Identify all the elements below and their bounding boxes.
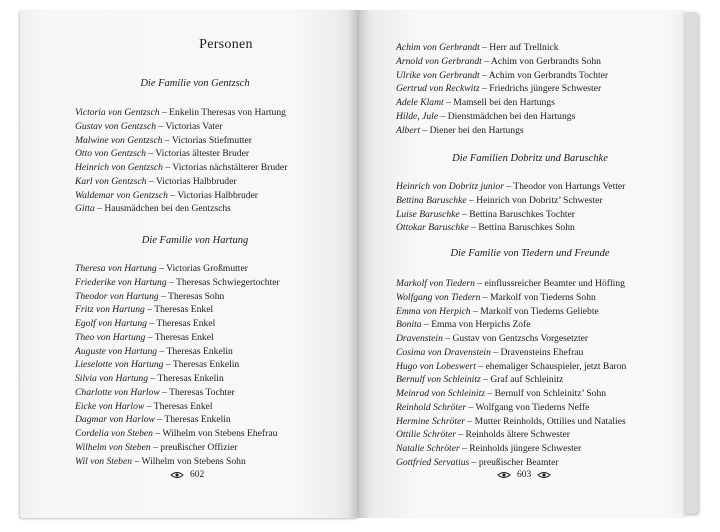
separator-dash: –: [159, 107, 170, 118]
character-description: Wilhelm von Stebens Ehefrau: [162, 428, 278, 439]
separator-dash: –: [157, 345, 167, 357]
character-entry: [75, 134, 287, 148]
character-entry: [396, 180, 625, 194]
character-description: Bettina Baruschkes Tochter: [469, 208, 575, 220]
character-description: Mamsell bei den Hartungs: [453, 97, 555, 108]
character-description: ehemaliger Schauspieler, jetzt Baron: [485, 360, 627, 372]
character-description: Gustav von Gentzschs Vorgesetzter: [452, 333, 589, 344]
character-description: Theresas Tochter: [169, 386, 235, 398]
separator-dash: –: [144, 400, 154, 412]
character-name: Heinrich von Dobritz junior: [396, 181, 504, 192]
character-entry: [75, 161, 287, 175]
character-entry: [396, 387, 626, 401]
character-name: Arnold von Gerbrandt: [396, 55, 482, 67]
separator-dash: –: [152, 428, 163, 439]
character-entry: [75, 317, 280, 331]
character-description: Bernulf von Schleinitz’ Sohn: [494, 388, 607, 399]
character-description: Victorias Stiefmutter: [171, 134, 252, 146]
character-description: Herr auf Trellnick: [489, 42, 559, 53]
separator-dash: –: [148, 373, 158, 384]
character-entry: [75, 189, 287, 203]
character-description: einflussreicher Beamter und Höfling: [484, 278, 625, 289]
character-entry: [75, 175, 287, 189]
character-name: Eicke von Harlow: [75, 400, 145, 412]
character-description: Mutter Reinholds, Ottilies und Natalies: [474, 415, 626, 427]
character-entry: [396, 96, 608, 110]
character-entry: [396, 373, 626, 387]
left-page-footer: [170, 470, 204, 480]
character-name: Otto von Gentzsch: [75, 148, 146, 160]
separator-dash: –: [162, 134, 172, 146]
separator-dash: –: [146, 175, 156, 187]
character-description: Victorias ältester Bruder: [155, 148, 250, 160]
character-name: Achim von Gerbrandt: [396, 42, 480, 53]
character-name: Ulrike von Gerbrandt: [396, 69, 480, 81]
character-entry: [396, 41, 608, 55]
character-entry: [396, 194, 625, 208]
character-name: Theresa von Hartung: [75, 263, 157, 274]
character-entry: [396, 428, 626, 442]
separator-dash: –: [481, 55, 491, 67]
character-description: Theresas Enkelin: [166, 345, 233, 357]
character-name: Egolf von Hartung: [75, 318, 147, 329]
character-description: Enkelin Theresas von Hartung: [169, 107, 286, 118]
separator-dash: –: [163, 359, 173, 371]
character-entry: [396, 69, 608, 83]
character-name: Natalie Schröter: [396, 443, 460, 454]
separator-dash: –: [469, 456, 479, 468]
character-name: Bonita: [396, 319, 422, 331]
separator-dash: –: [503, 181, 514, 192]
separator-dash: –: [475, 360, 486, 372]
character-name: Malwine von Gentzsch: [75, 134, 163, 146]
character-name: Dagmar von Harlow: [75, 414, 155, 426]
character-entry: [75, 303, 280, 317]
character-name: Cordelia von Steben: [75, 428, 153, 439]
character-name: Friederike von Hartung: [75, 276, 167, 288]
separator-dash: –: [166, 276, 177, 288]
character-name: Cosima von Dravenstein: [396, 346, 491, 358]
character-name: Markolf von Tiedern: [396, 278, 475, 289]
separator-dash: –: [479, 69, 489, 81]
character-name: Waldemar von Gentzsch: [75, 189, 168, 201]
separator-dash: –: [442, 333, 453, 344]
character-entry: [396, 415, 626, 429]
character-entry: [396, 401, 626, 415]
character-list-continued: [396, 41, 608, 137]
separator-dash: –: [421, 319, 432, 331]
separator-dash: –: [474, 278, 485, 289]
character-entry: [75, 358, 280, 372]
character-entry: [75, 455, 280, 469]
character-name: Meinrad von Schleinitz: [396, 388, 485, 399]
separator-dash: –: [468, 222, 479, 234]
character-name: Silvia von Hartung: [75, 373, 149, 384]
character-description: Theresas Enkel: [153, 400, 213, 412]
separator-dash: –: [485, 388, 495, 399]
character-name: Karl von Gentzsch: [75, 175, 147, 187]
separator-dash: –: [459, 443, 470, 454]
character-description: Theresas Enkelin: [164, 414, 231, 426]
character-description: Hausmädchen bei den Gentzschs: [104, 203, 231, 215]
character-name: Victoria von Gentzsch: [75, 107, 160, 118]
character-name: Theo von Hartung: [75, 331, 146, 343]
separator-dash: –: [145, 331, 155, 343]
section-heading-hartung: Die Familie von Hartung: [141, 235, 249, 246]
separator-dash: –: [146, 318, 157, 329]
character-description: Heinrich von Dobritz’ Schwester: [476, 194, 603, 206]
separator-dash: –: [156, 120, 166, 132]
separator-dash: –: [470, 305, 481, 317]
character-description: Victorias nächstälterer Bruder: [172, 162, 288, 173]
character-description: Wilhelm von Stebens Sohn: [141, 455, 246, 467]
character-description: Friedrichs jüngere Schwester: [489, 83, 602, 95]
character-name: Wilhelm von Steben: [75, 441, 151, 453]
separator-dash: –: [156, 263, 167, 274]
character-entry: [75, 372, 280, 386]
character-entry: [75, 441, 280, 455]
character-name: Hermine Schröter: [396, 415, 466, 427]
character-entry: [396, 318, 626, 332]
character-name: Ottilie Schröter: [396, 429, 456, 441]
section-heading-dobritz-baruschke: Die Familien Dobritz und Baruschke: [452, 153, 608, 164]
separator-dash: –: [479, 42, 490, 53]
character-name: Wil von Steben: [75, 455, 133, 467]
character-entry: [75, 120, 287, 134]
character-entry: [396, 208, 625, 222]
character-description: Theodor von Hartungs Vetter: [513, 181, 626, 192]
separator-dash: –: [480, 291, 490, 303]
character-list-hartung: [75, 262, 280, 468]
separator-dash: –: [162, 162, 173, 173]
character-list-gentzsch: [75, 106, 287, 216]
separator-dash: –: [459, 208, 470, 220]
character-entry: [75, 262, 280, 276]
character-name: Gustav von Gentzsch: [75, 120, 156, 132]
character-name: Heinrich von Gentzsch: [75, 162, 163, 173]
separator-dash: –: [419, 124, 430, 136]
character-name: Adele Klamt: [396, 97, 444, 108]
character-name: Dravenstein: [396, 333, 443, 344]
character-list-dobritz-baruschke: [396, 180, 625, 235]
character-entry: [396, 456, 626, 470]
separator-dash: –: [490, 346, 501, 358]
character-name: Ottokar Baruschke: [396, 222, 469, 234]
section-heading-gentzsch: Die Familie von Gentzsch: [140, 78, 250, 89]
eye-icon: [497, 471, 511, 479]
character-description: Diener bei den Hartungs: [429, 124, 524, 136]
character-name: Theodor von Hartung: [75, 290, 159, 302]
character-entry: [396, 346, 626, 360]
character-description: Theresas Enkel: [154, 304, 214, 316]
character-description: Reinholds jüngere Schwester: [469, 443, 582, 454]
character-description: Victorias Halbbruder: [177, 189, 259, 201]
separator-dash: –: [465, 415, 475, 427]
character-entry: [396, 360, 626, 374]
separator-dash: –: [438, 110, 448, 122]
character-description: preußischer Offizier: [160, 441, 238, 453]
character-description: Theresas Enkel: [154, 331, 214, 343]
character-description: Emma von Herpichs Zofe: [431, 319, 531, 331]
character-entry: [75, 290, 280, 304]
character-name: Bettina Baruschke: [396, 194, 467, 206]
character-entry: [396, 82, 608, 96]
page-number: 603: [517, 470, 532, 480]
separator-dash: –: [443, 97, 454, 108]
character-entry: [75, 106, 287, 120]
page-number: 602: [190, 470, 205, 480]
character-entry: [75, 427, 280, 441]
character-name: Reinhold Schröter: [396, 401, 467, 413]
character-description: Reinholds ältere Schwester: [465, 429, 570, 441]
character-name: Luise Baruschke: [396, 208, 460, 220]
character-name: Gottfried Servatius: [396, 456, 470, 468]
eye-icon: [537, 471, 551, 479]
character-name: Hugo von Lobeswert: [396, 360, 476, 372]
character-description: Bettina Baruschkes Sohn: [478, 222, 575, 234]
character-name: Wolfgang von Tiedern: [396, 291, 481, 303]
character-entry: [396, 305, 626, 319]
separator-dash: –: [145, 148, 156, 160]
character-description: Theresas Sohn: [168, 290, 225, 302]
separator-dash: –: [132, 455, 142, 467]
page-title: Personen: [199, 37, 253, 52]
character-description: Theresas Enkelin: [172, 359, 240, 371]
character-description: Markolf von Tiederns Sohn: [489, 291, 596, 303]
separator-dash: –: [455, 429, 466, 441]
character-entry: [396, 332, 626, 346]
character-entry: [396, 124, 608, 138]
character-description: preußischer Beamter: [478, 456, 559, 468]
character-name: Fritz von Hartung: [75, 304, 145, 316]
separator-dash: –: [158, 290, 169, 302]
separator-dash: –: [150, 441, 161, 453]
section-heading-tiedern: Die Familie von Tiedern und Freunde: [450, 248, 610, 259]
page-edges: [684, 12, 698, 514]
character-name: Albert: [396, 124, 420, 136]
character-entry: [75, 400, 280, 414]
character-description: Dravensteins Ehefrau: [500, 346, 584, 358]
right-page-footer: [497, 470, 551, 480]
character-name: Hilde, Jule: [396, 110, 439, 122]
character-entry: [396, 277, 626, 291]
character-entry: [75, 345, 280, 359]
separator-dash: –: [466, 194, 477, 206]
character-name: Bernulf von Schleinitz: [396, 374, 481, 386]
character-entry: [396, 55, 608, 69]
character-name: Emma von Herpich: [396, 305, 471, 317]
character-entry: [396, 221, 625, 235]
character-list-tiedern: [396, 277, 626, 470]
character-description: Victorias Halbbruder: [155, 175, 237, 187]
separator-dash: –: [154, 414, 165, 426]
character-entry: [75, 386, 280, 400]
character-description: Theresas Enkel: [156, 318, 216, 329]
character-description: Dienstmädchen bei den Hartungs: [447, 110, 576, 122]
separator-dash: –: [159, 386, 170, 398]
separator-dash: –: [479, 83, 490, 95]
character-entry: [75, 331, 280, 345]
character-entry: [75, 147, 287, 161]
character-description: Theresas Schwiegertochter: [176, 276, 280, 288]
character-name: Auguste von Hartung: [75, 345, 158, 357]
separator-dash: –: [466, 401, 476, 413]
character-description: Wolfgang von Tiederns Neffe: [475, 401, 590, 413]
character-description: Achim von Gerbrandts Sohn: [490, 55, 601, 67]
character-entry: [396, 110, 608, 124]
character-entry: [396, 442, 626, 456]
character-name: Lieselotte von Hartung: [75, 359, 164, 371]
character-description: Theresas Enkelin: [157, 373, 224, 384]
character-description: Graf auf Schleinitz: [490, 374, 564, 386]
eye-icon: [170, 471, 184, 479]
character-entry: [75, 202, 287, 216]
character-name: Gitta: [75, 203, 95, 215]
separator-dash: –: [144, 304, 155, 316]
character-description: Victorias Großmutter: [166, 263, 248, 274]
separator-dash: –: [94, 203, 105, 215]
character-name: Charlotte von Harlow: [75, 386, 160, 398]
character-entry: [75, 413, 280, 427]
character-description: Victorias Vater: [165, 120, 223, 132]
separator-dash: –: [480, 374, 491, 386]
character-description: Achim von Gerbrandts Tochter: [488, 69, 609, 81]
character-entry: [75, 276, 280, 290]
character-description: Markolf von Tiederns Geliebte: [480, 305, 599, 317]
character-entry: [396, 291, 626, 305]
character-name: Gertrud von Reckwitz: [396, 83, 480, 95]
separator-dash: –: [167, 189, 178, 201]
